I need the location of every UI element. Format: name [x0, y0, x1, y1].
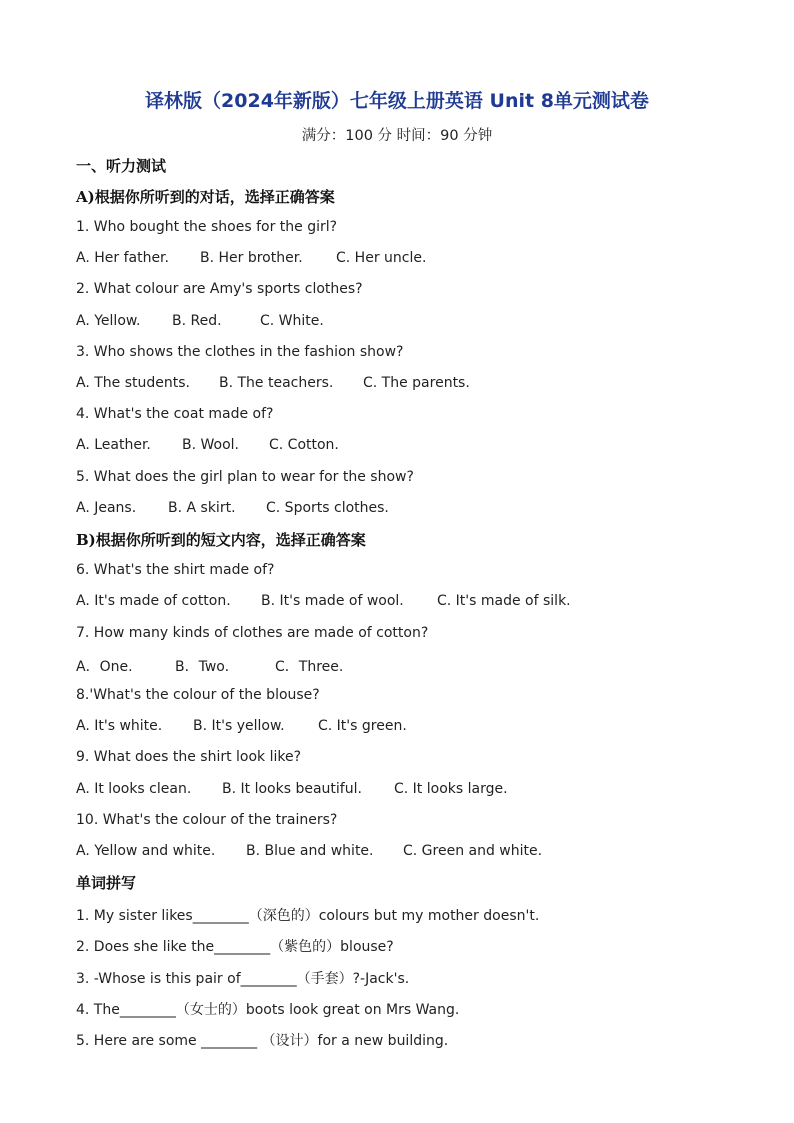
option-b: B. It looks beautiful.: [222, 781, 362, 797]
question-8: 8.'What's the colour of the blouse?: [76, 687, 320, 703]
question-7: 7. How many kinds of clothes are made of cotton?: [76, 625, 429, 641]
options-6: [76, 593, 571, 609]
exam-subtitle: 满分：100 分 时间：90 分钟: [301, 128, 493, 144]
option-b: B. Blue and white.: [246, 843, 374, 859]
option-b: B．Two.: [175, 659, 230, 675]
question-1: 1. Who bought the shoes for the girl?: [76, 219, 338, 235]
options-4: [76, 437, 339, 453]
option-c: C. White.: [260, 313, 324, 329]
options-2: [76, 313, 324, 329]
option-b: B. A skirt.: [168, 500, 236, 516]
question-3: 3. Who shows the clothes in the fashion show?: [76, 344, 404, 360]
option-b: B. It's yellow.: [193, 718, 285, 734]
option-a: A. Yellow and white.: [76, 843, 216, 859]
section-spelling-heading: 单词拼写: [76, 874, 137, 892]
question-10: 10. What's the colour of the trainers?: [76, 812, 338, 828]
spelling-item-3: 3. -Whose is this pair of________（手套）?-Jack's.: [76, 971, 410, 987]
option-c: C. Cotton.: [269, 437, 339, 453]
option-c: C. It looks large.: [394, 781, 508, 797]
options-9: [76, 781, 508, 797]
option-b: B. Red.: [172, 313, 222, 329]
exam-title: 译林版（2024年新版）七年级上册英语 Unit 8单元测试卷: [145, 90, 649, 112]
option-a: A. Leather.: [76, 437, 151, 453]
option-a: A. The students.: [76, 375, 190, 391]
option-c: C. Sports clothes.: [266, 500, 389, 516]
options-5: [76, 500, 389, 516]
options-10: [76, 843, 542, 859]
spelling-item-5: 5. Here are some ________ （设计）for a new building.: [76, 1033, 449, 1049]
spelling-item-4: 4. The________（女士的）boots look great on Mrs Wang.: [76, 1002, 460, 1018]
options-1: [76, 250, 426, 266]
spelling-item-1: 1. My sister likes________（深色的）colours but my mother doesn't.: [76, 908, 540, 924]
option-c: C. The parents.: [363, 375, 470, 391]
question-9: 9. What does the shirt look like?: [76, 749, 302, 765]
options-7: [76, 656, 343, 676]
option-a: A．One.: [76, 659, 133, 675]
options-8: [76, 718, 407, 734]
option-b: B. The teachers.: [219, 375, 334, 391]
option-a: A. Her father.: [76, 250, 169, 266]
question-6: 6. What's the shirt made of?: [76, 562, 275, 578]
option-a: A. It looks clean.: [76, 781, 192, 797]
option-b: B. Wool.: [182, 437, 239, 453]
spelling-item-2: 2. Does she like the________（紫色的）blouse?: [76, 939, 394, 955]
question-5: 5. What does the girl plan to wear for the show?: [76, 469, 414, 485]
option-a: A. It's made of cotton.: [76, 593, 231, 609]
option-b: B. It's made of wool.: [261, 593, 404, 609]
part-a-heading: A)根据你所听到的对话，选择正确答案: [76, 188, 335, 206]
option-a: A. It's white.: [76, 718, 163, 734]
question-2: 2. What colour are Amy's sports clothes?: [76, 281, 363, 297]
options-3: [76, 375, 470, 391]
part-b-heading: B)根据你所听到的短文内容，选择正确答案: [76, 531, 366, 549]
option-c: C. Green and white.: [403, 843, 543, 859]
option-a: A. Jeans.: [76, 500, 137, 516]
option-c: C．Three.: [275, 659, 344, 675]
option-c: C. It's green.: [318, 718, 407, 734]
option-b: B. Her brother.: [200, 250, 303, 266]
option-a: A. Yellow.: [76, 313, 141, 329]
question-4: 4. What's the coat made of?: [76, 406, 274, 422]
option-c: C. Her uncle.: [336, 250, 427, 266]
option-c: C. It's made of silk.: [437, 593, 571, 609]
section-listening-heading: 一、听力测试: [76, 157, 167, 175]
